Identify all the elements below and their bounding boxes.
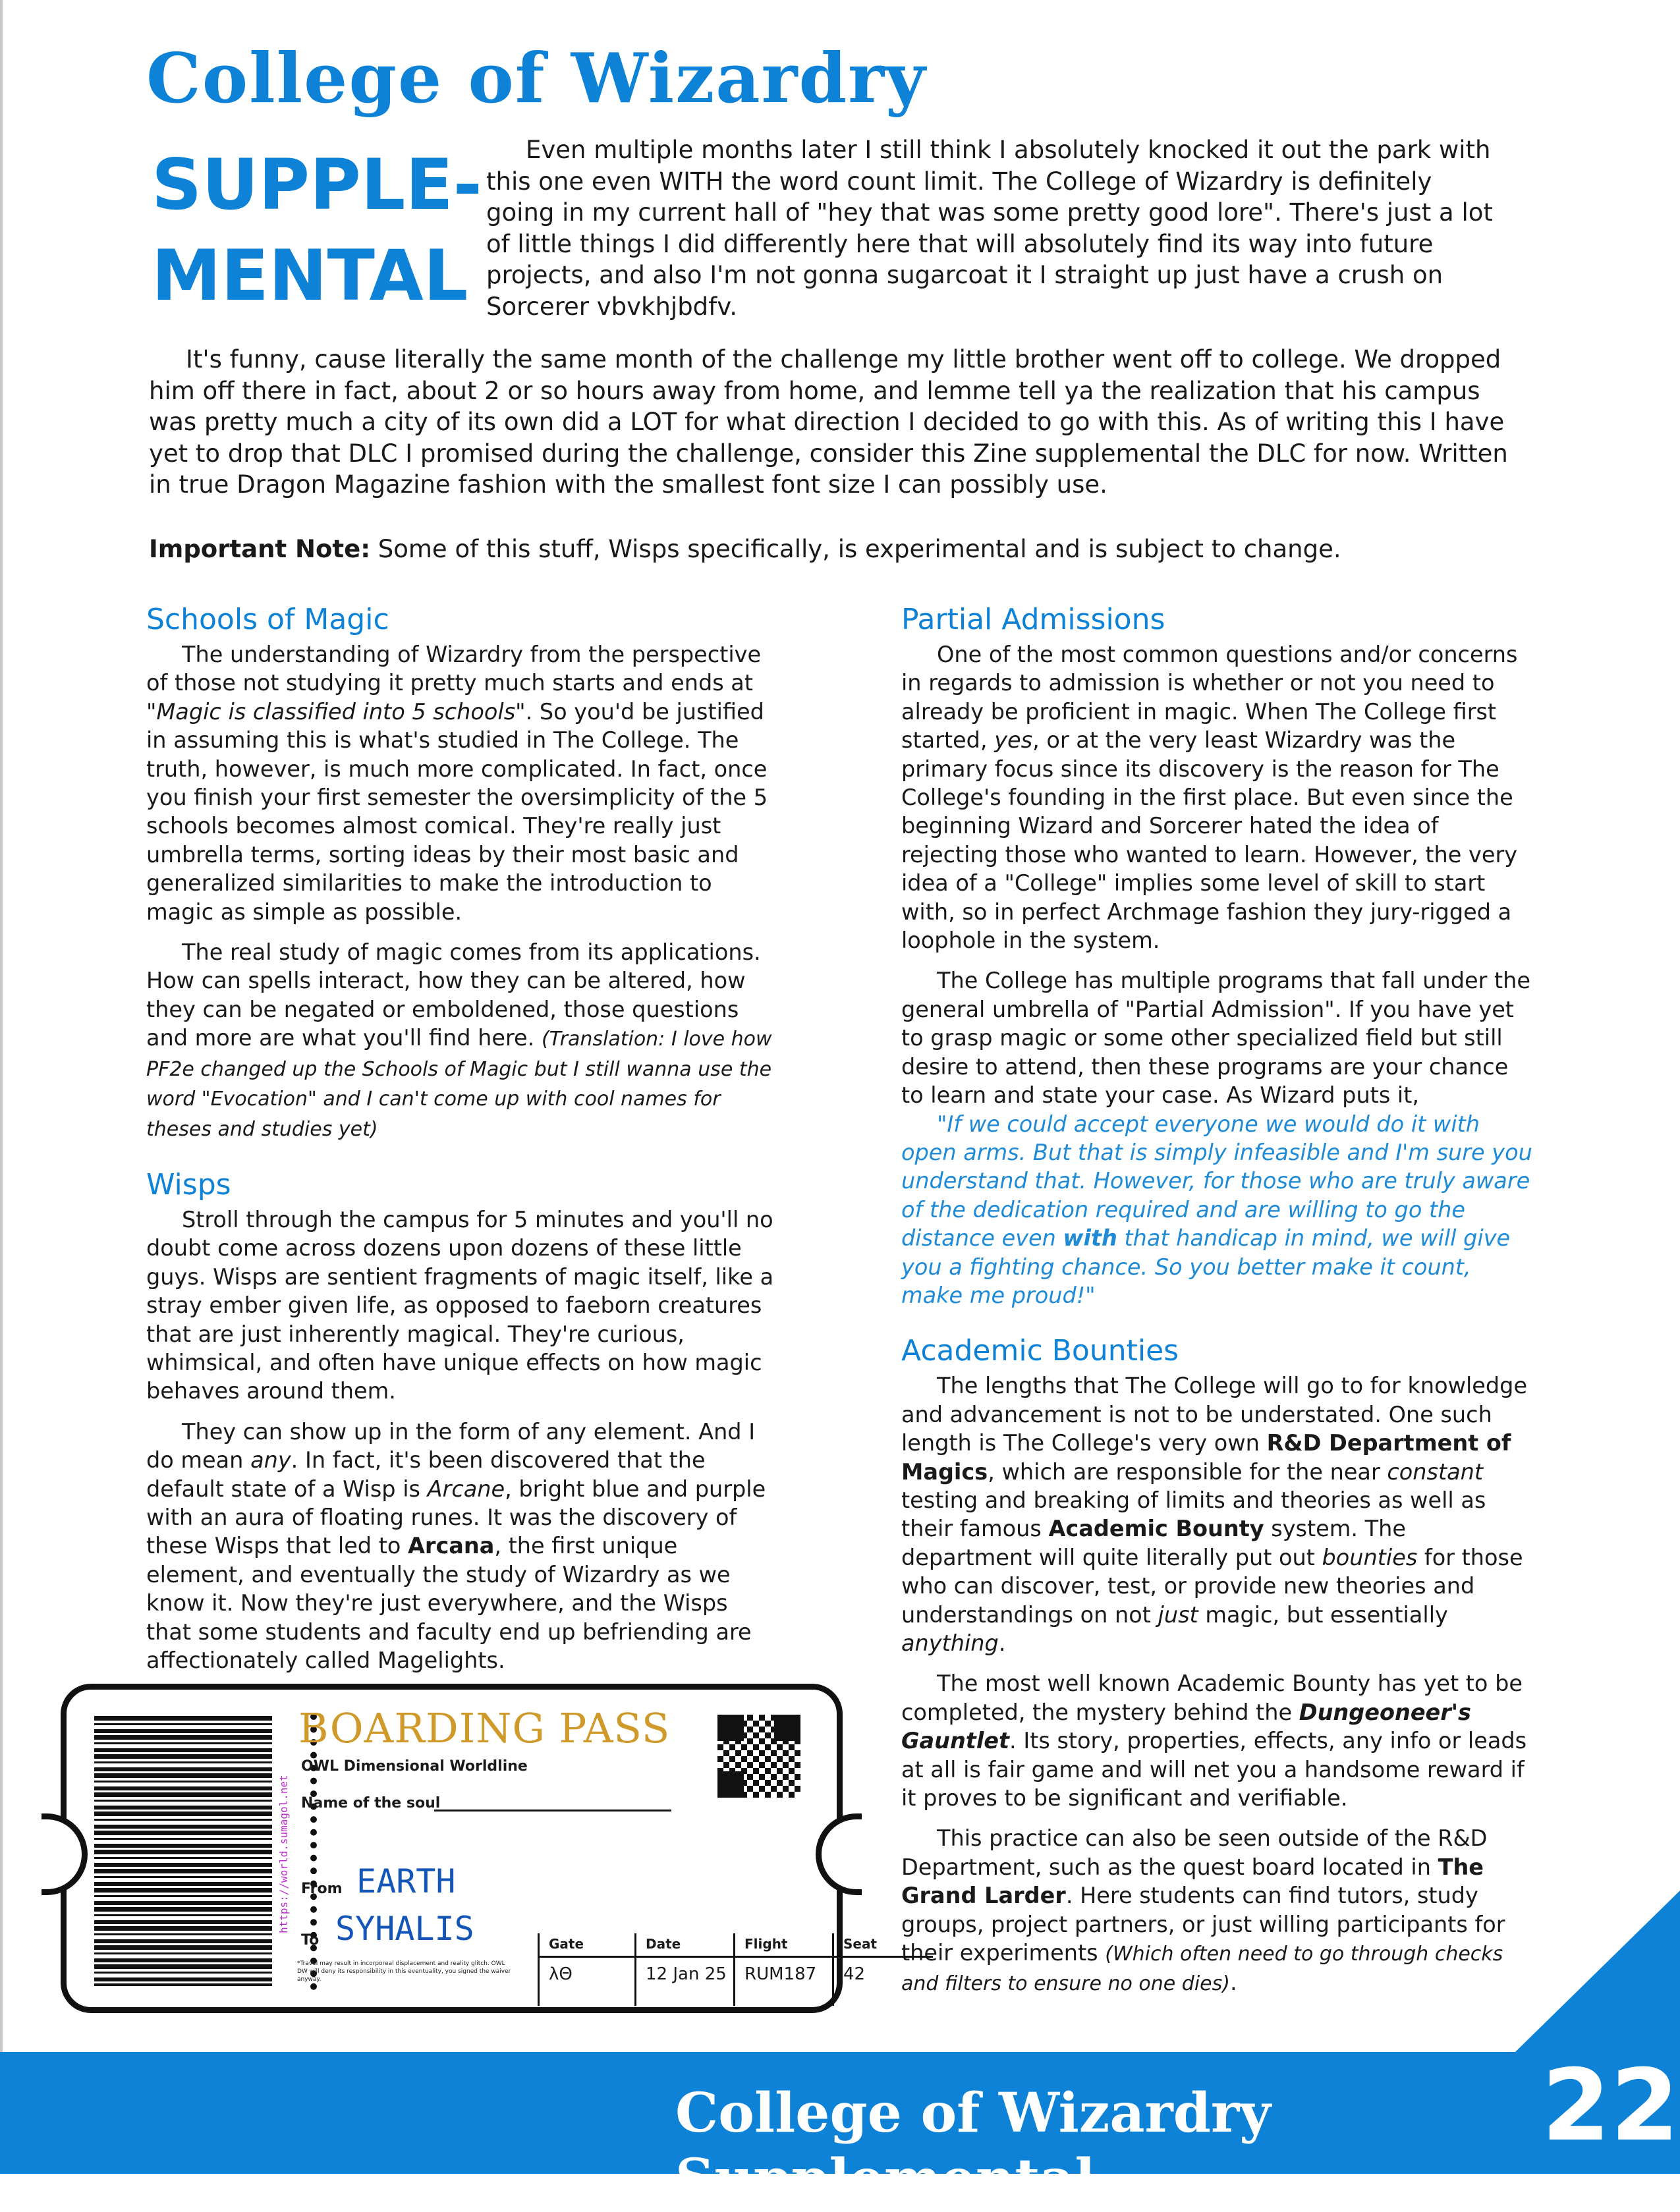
flight-cell: [735, 1933, 834, 2006]
flight-info-table: [538, 1933, 933, 2006]
section-heading-schools: Schools of Magic: [146, 603, 389, 636]
gate-cell: [538, 1933, 636, 2006]
text-run: , which are responsible for the near: [988, 1458, 1387, 1485]
supplemental-line-1: SUPPLE-: [152, 144, 482, 225]
footer-title: College of Wizardry Supplemental: [675, 2082, 1271, 2211]
text-run: that handicap in mind, we will give you a fighting chance. So you better make it count, make me proud!": [901, 1225, 1511, 1308]
text-run: . Its story, properties, effects, any info or leads at all is fair game and will net you a handsome reward if it proves to be significant and verifiable.: [901, 1728, 1527, 1811]
text-run: . Here students can find tutors, study groups, project partners, or just willing participants for their experiments: [901, 1883, 1505, 1966]
barcode-icon: [94, 1716, 272, 1986]
right-column: [901, 601, 1534, 2010]
schools-paragraph-1: [146, 640, 779, 926]
text-emphasis: any: [250, 1447, 291, 1474]
date-label: Date: [636, 1933, 733, 1958]
text-run: .: [1229, 1970, 1237, 1996]
important-note-label: Important Note:: [149, 535, 370, 563]
date-value: 12 Jan 25: [646, 1964, 727, 1984]
text-strong-emphasis: Dungeoneer's Gauntlet: [901, 1699, 1471, 1754]
text-strong: Arcana: [408, 1533, 495, 1559]
text-emphasis: bounties: [1322, 1544, 1418, 1570]
intro-paragraph-1: Even multiple months later I still think I absolutely knocked it out the park with this one even WITH the word count limit. The College of Wizardry is definitely going in my current hall of "hey that was some pretty good lore". There's just a lot of little things I did differently here that will absolutely find its way into future projects, and also I'm not gonna sugarcoat it I straight up just have a crush on Sorcerer vbvkhjbdfv.: [486, 136, 1493, 321]
text-run: The understanding of Wizardry from the perspective of those not studying it pretty much starts and ends at: [146, 642, 762, 696]
date-cell: [636, 1933, 735, 2006]
text-emphasis: just: [1158, 1601, 1198, 1628]
wisps-paragraph-2: [146, 1418, 779, 1675]
supplemental-heading: [152, 140, 482, 321]
text-strong: The Grand Larder: [901, 1854, 1484, 1909]
text-run: . So you'd be justified in assuming this is what's studied in The College. The truth, however, is much more complicated. In fact, once you finish your first semester the oversimplicity of the 5 schools becomes almost comical. They're really just umbrella terms, sorting ideas by their most basic and generalized similarities to make the introduction to magic as simple as possible.: [146, 698, 768, 925]
section-heading-academic-bounties: Academic Bounties: [901, 1334, 1179, 1368]
flight-label: Flight: [735, 1933, 832, 1958]
supplemental-line-2: MENTAL: [152, 235, 468, 316]
section-heading-partial-admissions: Partial Admissions: [901, 603, 1165, 636]
wizard-quote: [901, 1110, 1534, 1310]
boarding-pass-subtitle: OWL Dimensional Worldline: [301, 1758, 528, 1775]
bounties-paragraph-1: [901, 1371, 1534, 1657]
text-emphasis: constant: [1387, 1458, 1484, 1485]
ticket-notch-right: [816, 1813, 862, 1895]
section-heading-wisps: Wisps: [146, 1167, 231, 1202]
ticket-notch-left: [42, 1813, 88, 1895]
qr-code-icon: [717, 1715, 800, 1798]
seat-value: 42: [843, 1964, 866, 1984]
text-emphasis: "Magic is classified into 5 schools": [146, 698, 526, 725]
wisps-paragraph-1: Stroll through the campus for 5 minutes and you'll no doubt come across dozens upon dozens of these little guys. Wisps are sentient fragments of magic itself, like a stray ember given life, as opposed to faeborn creatures that are just inherently magical. They're curious, whimsical, and often have unique effects on how magic behaves around them.: [146, 1206, 774, 1404]
important-note-text: Some of this stuff, Wisps specifically, is experimental and is subject to change.: [370, 535, 1341, 563]
text-strong: R&D Department of Magics: [901, 1430, 1511, 1485]
text-run: for those who can discover, test, or provide new theories and understandings on not: [901, 1544, 1523, 1628]
text-emphasis: anything: [901, 1630, 999, 1656]
text-run: One of the most common questions and/or concerns in regards to admission is whether or not you need to already be proficient in magic. When The College first started,: [901, 642, 1518, 754]
gate-value: λΘ: [549, 1964, 573, 1984]
left-column: [146, 601, 779, 1686]
text-run: The real study of magic comes from its applications. How can spells interact, how they can be altered, how they can be negated or emboldened, those questions and more are what you'll find here.: [146, 939, 761, 1051]
gate-label: Gate: [540, 1933, 634, 1958]
text-emphasis: Arcane: [427, 1476, 505, 1502]
aside-note: (Translation: I love how PF2e changed up the Schools of Magic but I still wanna use the word "Evocation" and I can't come up with cool names for theses and studies yet): [146, 1028, 772, 1141]
text-strong: Academic Bounty: [1048, 1516, 1264, 1542]
text-emphasis: yes: [994, 727, 1033, 754]
text-run: system. The department will quite literally put out: [901, 1516, 1406, 1570]
text-run: magic, but essentially: [1198, 1601, 1448, 1628]
aside-note: (Which often need to go through checks and filters to ensure no one dies): [901, 1943, 1503, 1996]
footer-corner-accent: [1515, 1891, 1680, 2052]
text-run: .: [998, 1630, 1006, 1656]
page-number: 22: [1542, 2049, 1679, 2163]
partial-paragraph-1: [901, 640, 1534, 954]
bounties-paragraph-2: [901, 1669, 1534, 1812]
seat-label: Seat: [834, 1933, 933, 1958]
intro-paragraph-2: It's funny, cause literally the same month of the challenge my little brother went off to college. We dropped him off there in fact, about 2 or so hours away from home, and lemme tell ya the realization that his campus was pretty much a city of its own did a LOT for what direction I decided to go with this. As of writing this I have yet to drop that DLC I promised during the challenge, consider this Zine supplemental the DLC for now. Written in true Dragon Magazine fashion with the smallest font size I can possibly use.: [149, 345, 1508, 499]
text-strong: with: [1063, 1225, 1117, 1252]
bounties-paragraph-3: [901, 1824, 1534, 1998]
from-label: From: [301, 1881, 343, 1897]
text-run: . In fact, it's been discovered that the default state of a Wisp is: [146, 1447, 706, 1502]
flight-value: RUM187: [744, 1964, 817, 1984]
schools-paragraph-2: [146, 938, 779, 1144]
seat-cell: [834, 1933, 933, 2006]
soul-name-label: Name of the soul: [301, 1795, 441, 1811]
boarding-pass-title: BOARDING PASS: [298, 1704, 671, 1752]
page-title: College of Wizardry: [146, 38, 927, 119]
text-run: , or at the very least Wizardry was the primary focus since its discovery is the reason for The College's founding in the first place. But even since the beginning Wizard and Sorcerer hated the idea of rejecting those who wanted to learn. However, the very idea of a "College" implies some level of skill to start with, so in perfect Archmage fashion they jury-rigged a loophole in the system.: [901, 727, 1518, 954]
to-value: SYHALIS: [335, 1910, 474, 1948]
text-run: They can show up in the form of any element. And I do mean: [146, 1418, 756, 1474]
text-run: , bright blue and purple with an aura of floating runes. It was the discovery of these Wisps that led to: [146, 1476, 766, 1559]
text-run: This practice can also be seen outside of the R&D Department, such as the quest board located in: [901, 1825, 1488, 1880]
text-run: The most well known Academic Bounty has yet to be completed, the mystery behind the: [901, 1671, 1523, 1725]
text-run: The lengths that The College will go to for knowledge and advancement is not to be understated. One such length is The College's very own: [901, 1373, 1528, 1456]
from-value: EARTH: [356, 1862, 456, 1900]
partial-paragraph-2: The College has multiple programs that fall under the general umbrella of "Partial Admission". If you have yet to grasp magic or some other specialized field but still desire to attend, then these programs are your chance to learn and state your case. As Wizard puts it,: [901, 968, 1530, 1109]
boarding-pass: [61, 1684, 878, 2013]
text-run: testing and breaking of limits and theories as well as their famous: [901, 1487, 1486, 1542]
to-label: To: [301, 1932, 320, 1949]
text-run: , the first unique element, and eventually the study of Wizardry as we know it. Now they're just everywhere, and the Wisps that some students and faculty end up befriending are affectionately called Magelights.: [146, 1533, 752, 1673]
text-run: "If we could accept everyone we would do it with open arms. But that is simply infeasible and I'm sure you understand that. However, for those who are truly aware of the dedication required and are willing to go the distance even: [901, 1111, 1532, 1252]
soul-name-line: [434, 1810, 671, 1811]
legal-disclaimer: *Travel may result in incorporeal displacement and reality glitch. OWL DW will deny its responsibility in this eventuality, you signed the waiver anyway.: [297, 1960, 511, 1983]
important-note: [149, 534, 1516, 565]
pass-url: https://world.sumagol.net: [277, 1775, 290, 1934]
perforation-divider: [310, 1713, 317, 1990]
